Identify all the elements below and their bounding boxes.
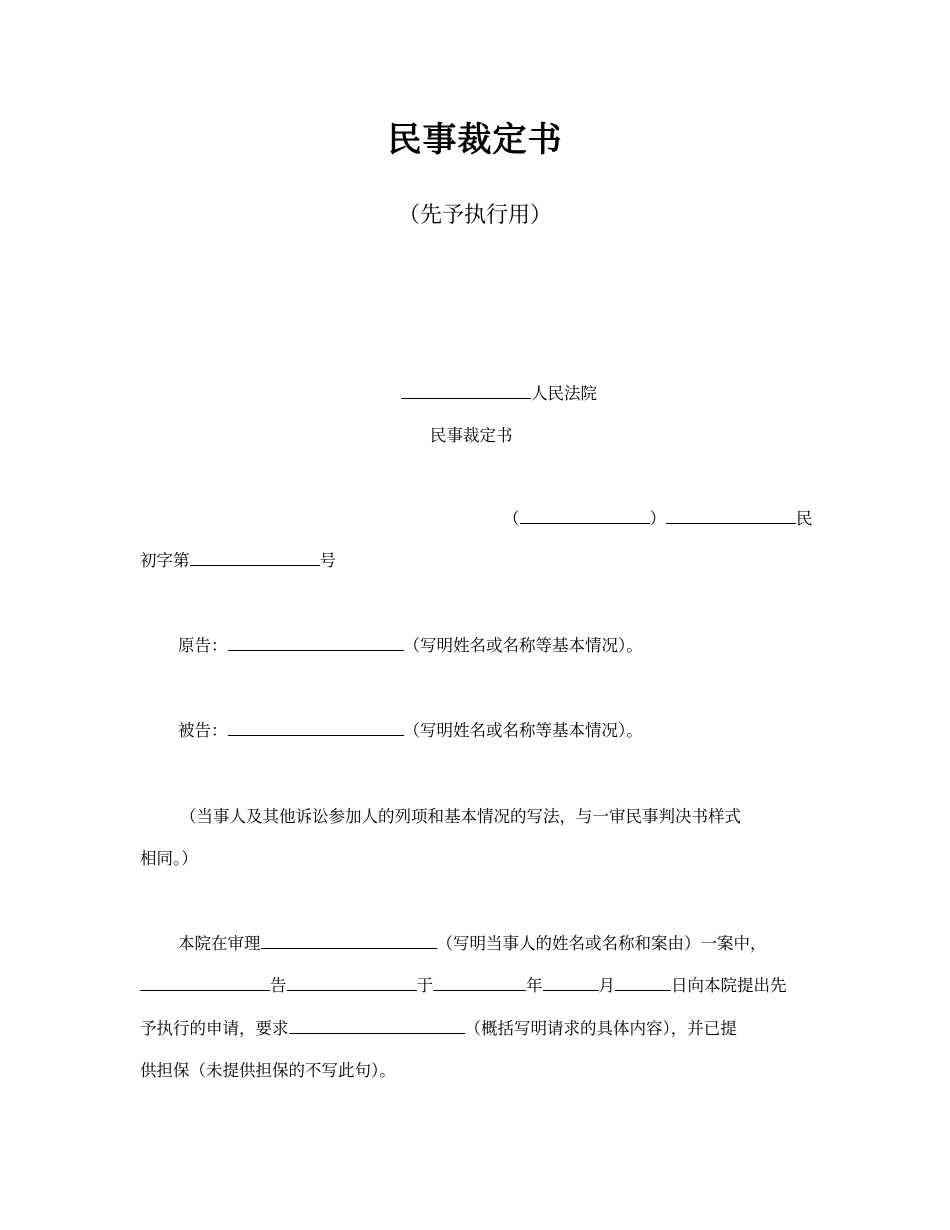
body-p1-start: 本院在审理 [178,934,261,953]
plaintiff-note: （写明姓名或名称等基本情况）。 [403,636,643,655]
case-number-line-2 [140,550,336,572]
plaintiff-blank[interactable] [228,635,404,651]
body-p3-note: （概括写明请求的具体内容），并已提 [464,1019,737,1038]
plaintiff-line [178,635,643,657]
open-paren: （ [503,509,520,528]
court-name-blank[interactable] [401,383,531,399]
body-p3-start: 予执行的申请，要求 [140,1019,289,1038]
applicant-name-blank[interactable] [287,975,417,991]
body-line1 [178,933,767,955]
body-line3 [140,1018,737,1040]
parties-note-line2: 相同。） [140,849,198,868]
request-blank[interactable] [289,1018,465,1034]
case-prefix: 初字第 [140,551,190,570]
case-parties-blank[interactable] [261,933,437,949]
court-doc-name: 民事裁定书 [430,426,513,445]
body-gao: 告 [270,976,287,995]
body-p1-note: （写明当事人的姓名或名称和案由）一案中， [436,934,767,953]
court-name-line [401,383,597,405]
min-char: 民 [796,509,813,528]
case-year-blank[interactable] [520,508,650,524]
document-title: 民事裁定书 [387,120,563,160]
body-month: 月 [598,976,615,995]
plaintiff-label: 原告： [178,636,228,655]
year-blank[interactable] [433,975,526,991]
defendant-blank[interactable] [228,720,404,736]
document-subtitle: （先予执行用） [397,203,552,228]
body-line4: 供担保（未提供担保的不写此句）。 [140,1061,396,1080]
case-seq-blank[interactable] [190,550,320,566]
body-day-tail: 日向本院提出先 [671,976,787,995]
parties-note-line1: （当事人及其他诉讼参加人的列项和基本情况的写法，与一审民事判决书样式 [180,807,741,826]
month-blank[interactable] [543,975,599,991]
court-code-blank[interactable] [666,508,796,524]
day-blank[interactable] [615,975,671,991]
case-number-line [503,508,813,530]
applicant-role-blank[interactable] [140,975,270,991]
defendant-note: （写明姓名或名称等基本情况）。 [403,721,643,740]
defendant-label: 被告： [178,721,228,740]
court-suffix: 人民法院 [531,384,597,403]
body-line2 [140,975,787,997]
close-paren: ） [649,509,666,528]
case-suffix: 号 [319,551,336,570]
body-yu: 于 [416,976,433,995]
body-year: 年 [526,976,543,995]
defendant-line [178,720,643,742]
